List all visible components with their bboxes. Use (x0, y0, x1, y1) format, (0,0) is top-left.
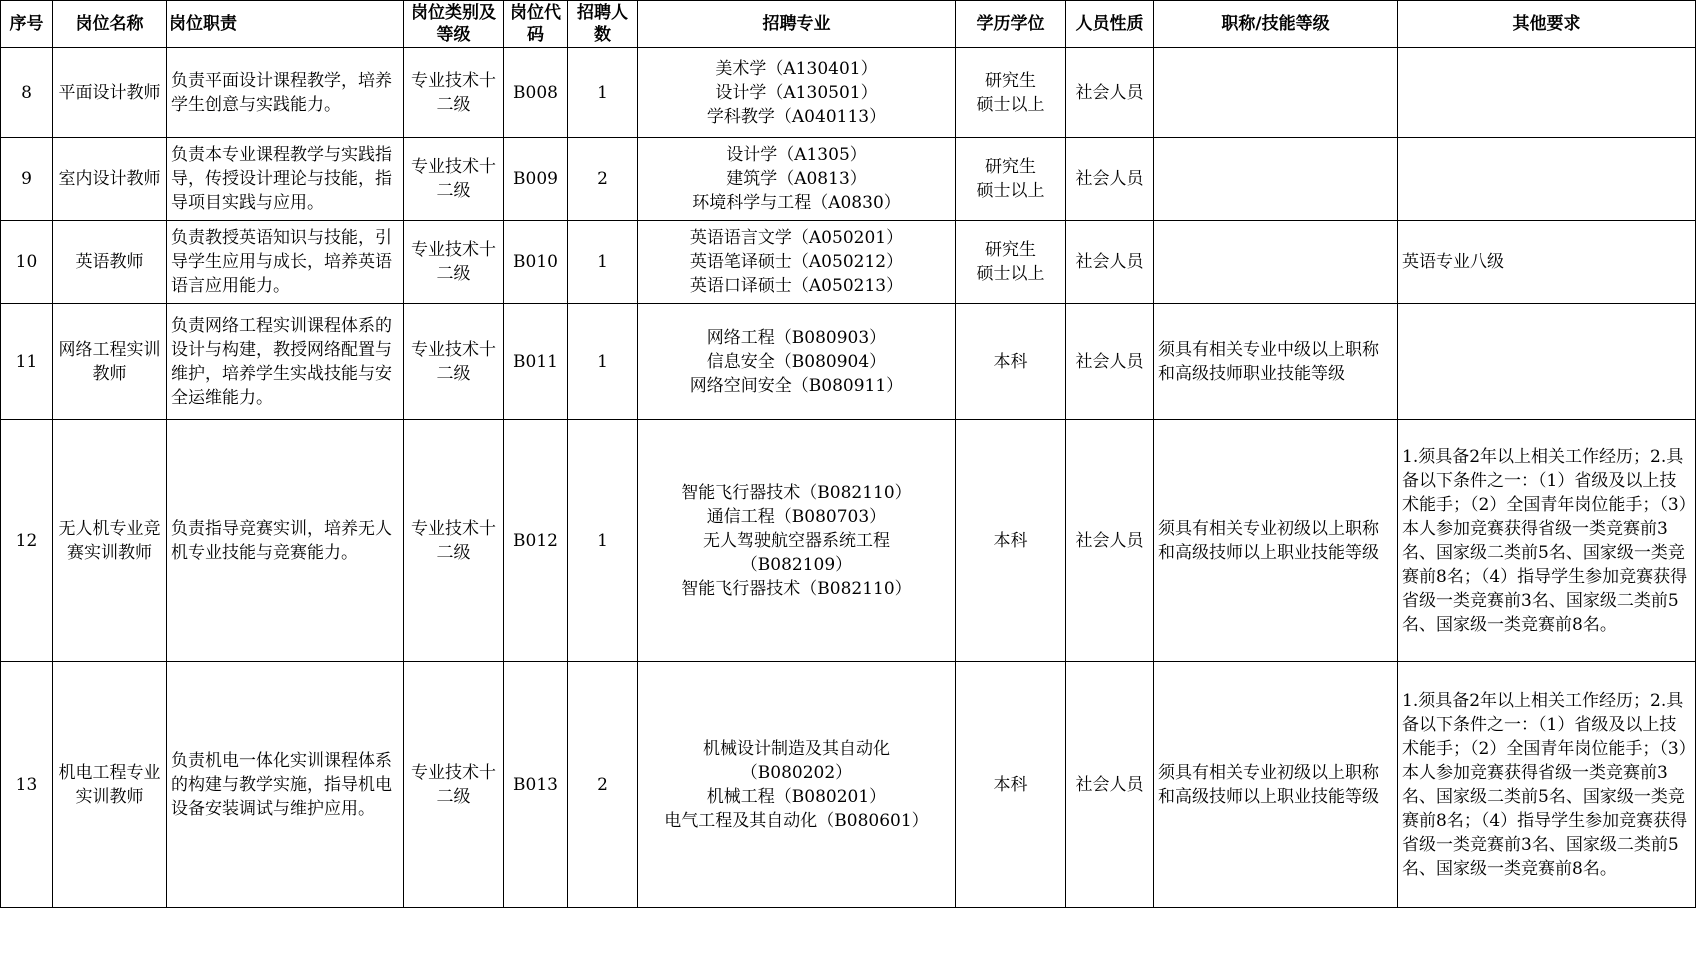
cell-duty: 负责教授英语知识与技能，引导学生应用与成长，培养英语语言应用能力。 (167, 221, 404, 304)
majors-line: （B080202） (740, 762, 853, 783)
cell-seq: 8 (1, 48, 53, 138)
cell-other: 1.须具备2年以上相关工作经历；2.具备以下条件之一：（1）省级及以上技术能手；（2）全国青年岗位能手；（3）本人参加竞赛获得省级一类竞赛前3名、国家级二类前5名、国家级一类竞赛前8名；（4）指导学生参加竞赛获得省级一类竞赛前3名、国家级二类前5名、国家级一类竞赛前8名。 (1398, 420, 1696, 662)
majors-line: 学科教学（A040113） (706, 106, 887, 127)
majors-line: 智能飞行器技术（B082110） (681, 578, 912, 599)
cell-majors (638, 221, 956, 304)
cell-seq: 11 (1, 304, 53, 420)
cell-name: 网络工程实训教师 (53, 304, 167, 420)
cell-count: 1 (568, 48, 638, 138)
cell-category: 专业技术十二级 (404, 221, 504, 304)
majors-line: 网络空间安全（B080911） (689, 375, 904, 396)
table-row (1, 420, 1696, 662)
cell-category: 专业技术十二级 (404, 420, 504, 662)
cell-title (1154, 221, 1398, 304)
cell-other (1398, 48, 1696, 138)
majors-line: 英语语言文学（A050201） (689, 228, 904, 248)
header-category: 岗位类别及等级 (404, 1, 504, 48)
cell-degree (956, 221, 1066, 304)
cell-seq: 10 (1, 221, 53, 304)
majors-line: 网络工程（B080903） (706, 327, 887, 348)
cell-seq: 13 (1, 662, 53, 908)
majors-line: 无人驾驶航空器系统工程 (703, 530, 890, 551)
header-count: 招聘人数 (568, 1, 638, 48)
degree-line: 硕士以上 (976, 264, 1045, 284)
cell-code: B013 (504, 662, 568, 908)
cell-title: 须具有相关专业初级以上职称和高级技师以上职业技能等级 (1154, 662, 1398, 908)
cell-count: 1 (568, 221, 638, 304)
cell-majors (638, 304, 956, 420)
cell-other: 英语专业八级 (1398, 221, 1696, 304)
cell-degree (956, 48, 1066, 138)
cell-code: B012 (504, 420, 568, 662)
cell-title (1154, 48, 1398, 138)
majors-line: 机械设计制造及其自动化 (703, 738, 890, 759)
table-row (1, 48, 1696, 138)
majors-line: 美术学（A130401） (715, 58, 878, 79)
cell-title (1154, 138, 1398, 221)
cell-other: 1.须具备2年以上相关工作经历；2.具备以下条件之一：（1）省级及以上技术能手；（2）全国青年岗位能手；（3）本人参加竞赛获得省级一类竞赛前3名、国家级二类前5名、国家级一类竞赛前8名；（4）指导学生参加竞赛获得省级一类竞赛前3名、国家级二类前5名、国家级一类竞赛前8名。 (1398, 662, 1696, 908)
cell-majors (638, 420, 956, 662)
cell-duty: 负责机电一体化实训课程体系的构建与教学实施，指导机电设备安装调试与维护应用。 (167, 662, 404, 908)
majors-line: 通信工程（B080703） (706, 506, 887, 527)
cell-category: 专业技术十二级 (404, 48, 504, 138)
header-identity: 人员性质 (1066, 1, 1154, 48)
cell-majors (638, 48, 956, 138)
majors-line: 智能飞行器技术（B082110） (681, 482, 912, 503)
cell-degree (956, 420, 1066, 662)
cell-identity: 社会人员 (1066, 48, 1154, 138)
cell-other (1398, 304, 1696, 420)
majors-line: 设计学（A130501） (715, 82, 878, 103)
cell-category: 专业技术十二级 (404, 662, 504, 908)
header-duty: 岗位职责 (167, 1, 404, 48)
degree-line: 研究生 (985, 157, 1036, 177)
cell-majors (638, 138, 956, 221)
cell-code: B010 (504, 221, 568, 304)
cell-duty: 负责平面设计课程教学，培养学生创意与实践能力。 (167, 48, 404, 138)
degree-line: 研究生 (985, 70, 1036, 91)
header-other: 其他要求 (1398, 1, 1696, 48)
cell-duty: 负责指导竞赛实训，培养无人机专业技能与竞赛能力。 (167, 420, 404, 662)
table-row (1, 138, 1696, 221)
degree-line: 本科 (993, 351, 1028, 372)
majors-line: 环境科学与工程（A0830） (692, 193, 901, 213)
table-body (1, 48, 1696, 908)
majors-line: （B082109） (740, 554, 853, 575)
cell-count: 2 (568, 662, 638, 908)
cell-name: 英语教师 (53, 221, 167, 304)
header-row (1, 1, 1696, 48)
cell-other (1398, 138, 1696, 221)
cell-majors (638, 662, 956, 908)
degree-line: 硕士以上 (976, 94, 1045, 115)
cell-identity: 社会人员 (1066, 138, 1154, 221)
table-row (1, 221, 1696, 304)
majors-line: 机械工程（B080201） (706, 786, 887, 807)
cell-count: 1 (568, 420, 638, 662)
degree-line: 硕士以上 (976, 181, 1045, 201)
header-name: 岗位名称 (53, 1, 167, 48)
majors-line: 建筑学（A0813） (726, 169, 867, 189)
header-code: 岗位代码 (504, 1, 568, 48)
cell-title: 须具有相关专业中级以上职称和高级技师职业技能等级 (1154, 304, 1398, 420)
degree-line: 本科 (993, 530, 1028, 551)
table-row (1, 304, 1696, 420)
cell-degree (956, 662, 1066, 908)
cell-identity: 社会人员 (1066, 304, 1154, 420)
cell-seq: 9 (1, 138, 53, 221)
cell-identity: 社会人员 (1066, 221, 1154, 304)
cell-title: 须具有相关专业初级以上职称和高级技师以上职业技能等级 (1154, 420, 1398, 662)
majors-line: 设计学（A1305） (726, 145, 867, 165)
cell-degree (956, 138, 1066, 221)
cell-category: 专业技术十二级 (404, 304, 504, 420)
majors-line: 英语笔译硕士（A050212） (689, 252, 904, 272)
majors-line: 信息安全（B080904） (706, 351, 887, 372)
cell-code: B009 (504, 138, 568, 221)
cell-name: 机电工程专业实训教师 (53, 662, 167, 908)
header-degree: 学历学位 (956, 1, 1066, 48)
majors-line: 电气工程及其自动化（B080601） (664, 810, 929, 831)
cell-name: 平面设计教师 (53, 48, 167, 138)
cell-seq: 12 (1, 420, 53, 662)
header-seq: 序号 (1, 1, 53, 48)
cell-code: B011 (504, 304, 568, 420)
degree-line: 研究生 (985, 240, 1036, 260)
cell-count: 1 (568, 304, 638, 420)
cell-identity: 社会人员 (1066, 662, 1154, 908)
degree-line: 本科 (993, 774, 1028, 795)
cell-count: 2 (568, 138, 638, 221)
cell-duty: 负责网络工程实训课程体系的设计与构建，教授网络配置与维护，培养学生实战技能与安全运维能力。 (167, 304, 404, 420)
cell-name: 无人机专业竞赛实训教师 (53, 420, 167, 662)
cell-name: 室内设计教师 (53, 138, 167, 221)
cell-duty: 负责本专业课程教学与实践指导，传授设计理论与技能，指导项目实践与应用。 (167, 138, 404, 221)
header-majors: 招聘专业 (638, 1, 956, 48)
cell-degree (956, 304, 1066, 420)
cell-code: B008 (504, 48, 568, 138)
table-row (1, 662, 1696, 908)
majors-line: 英语口译硕士（A050213） (689, 276, 904, 296)
cell-category: 专业技术十二级 (404, 138, 504, 221)
cell-identity: 社会人员 (1066, 420, 1154, 662)
header-title: 职称/技能等级 (1154, 1, 1398, 48)
